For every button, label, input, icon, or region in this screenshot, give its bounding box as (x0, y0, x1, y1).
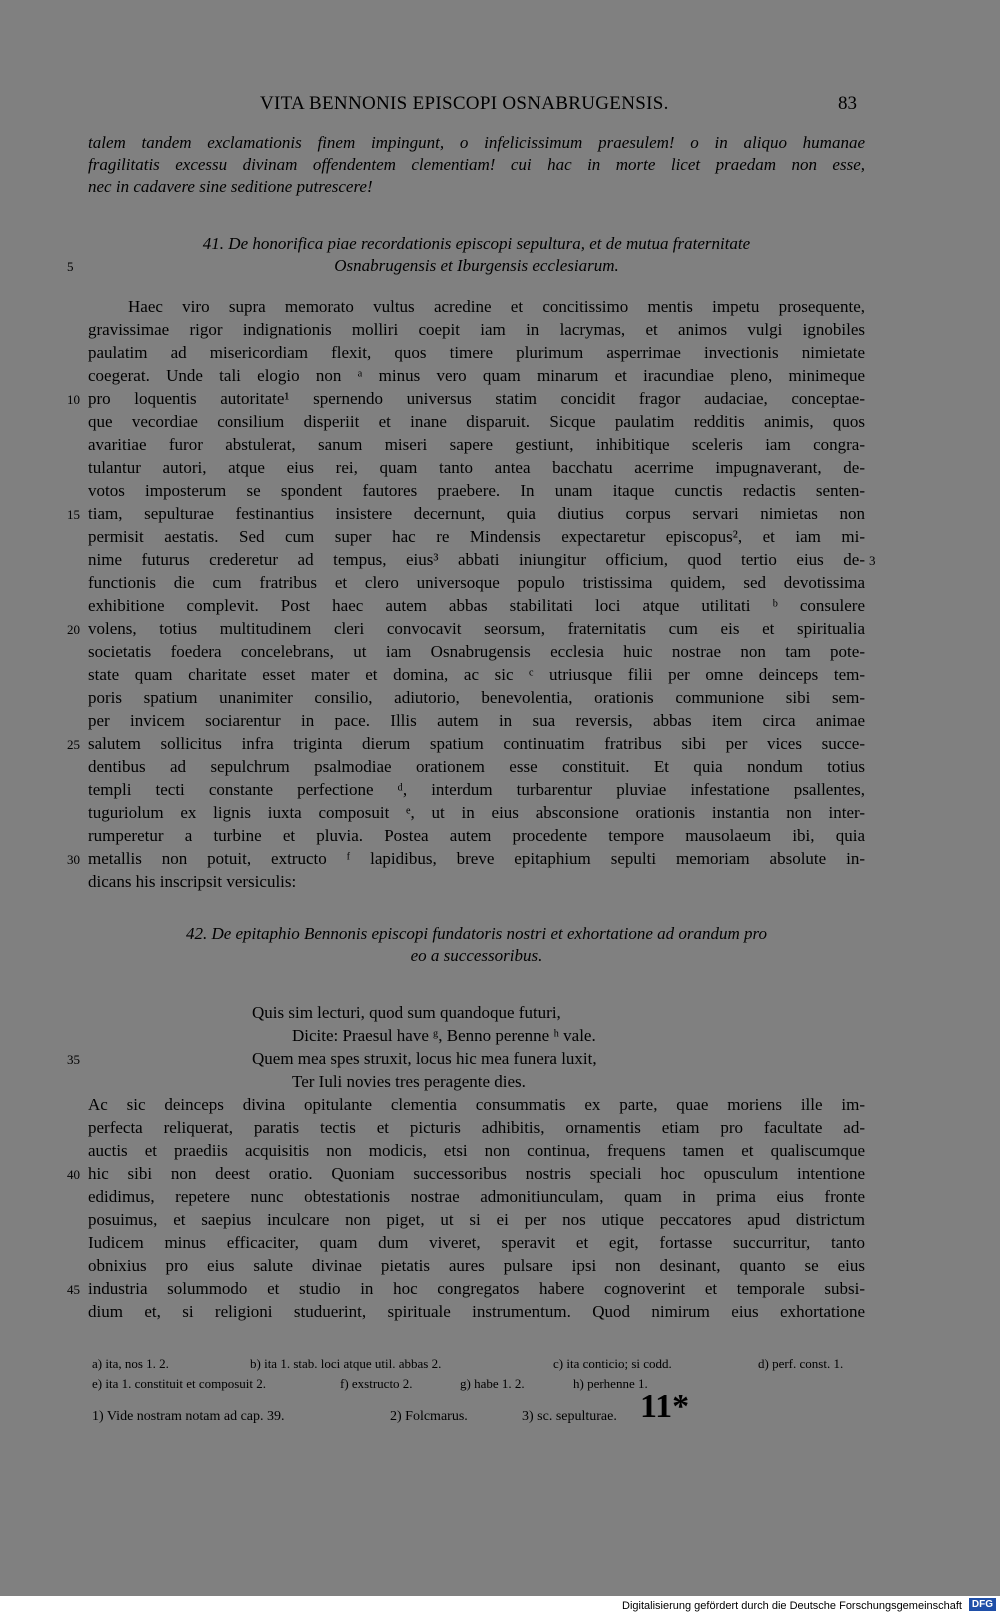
body-line: edidimus, repetere nunc obtestationis nostrae admonitiunculam, quam in prima eius fronte (88, 1187, 865, 1206)
epitaph-verse: Quem mea spes struxit, locus hic mea funera luxit, (252, 1049, 597, 1068)
body-line: perfecta reliquerat, paratis tectis et picturis adhibitis, ornamentis etiam pro facultate ad- (88, 1118, 865, 1137)
intro-line: fragilitatis excessu divinam offendentem clementiam! cui hac in morte licet praedam non esse, (88, 155, 865, 174)
body-line: que vecordiae consilium disperiit et inane disparuit. Sicque paulatim redditis animis, quos (88, 412, 865, 431)
margin-reference: 3 (869, 553, 876, 568)
body-line: state quam charitate esset mater et domina, ac sic ᶜ utriusque filii per omne deinceps tem- (88, 665, 865, 684)
line-number: 20 (67, 622, 80, 637)
body-line: votos imposterum se spondent fautores praebere. In unam itaque cunctis redactis senten- (88, 481, 865, 500)
body-line: rumperetur a turbine et pluvia. Postea autem procedente tempore mausolaeum ibi, quia (88, 826, 865, 845)
variant-note-d: d) perf. const. 1. (758, 1356, 844, 1371)
body-line: tuguriolum ex lignis iuxta composuit ᵉ, ut in eius absconsione orationis instantia non inter- (88, 803, 865, 822)
line-number: 10 (67, 392, 80, 407)
body-line: functionis die cum fratribus et clero universoque populo tristissima quidem, sed devotissima (88, 573, 865, 592)
body-line: hic sibi non deest oratio. Quoniam successoribus nostris speciali hoc opusculum intentione (88, 1164, 865, 1183)
line-number: 45 (67, 1282, 80, 1297)
line-number: 5 (67, 259, 74, 274)
running-head: VITA BENNONIS EPISCOPI OSNABRUGENSIS. (260, 93, 669, 114)
body-line: exhibitione complevit. Post haec autem abbas stabilitati loci atque utilitati ᵇ consulere (88, 596, 865, 615)
body-line: pro loquentis autoritate¹ spernendo universus statim concidit fragor audaciae, conceptae- (88, 389, 865, 408)
intro-line: talem tandem exclamationis finem impingunt, o infelicissimum praesulem! o in aliquo humanae (88, 133, 865, 152)
line-number: 15 (67, 507, 80, 522)
body-line: paulatim ad misericordiam flexit, quos timere plurimum asperrimae invectionis nimietate (88, 343, 865, 362)
footnote-2: 2) Folcmarus. (390, 1409, 468, 1424)
line-number: 25 (67, 737, 80, 752)
body-line: tulantur autori, atque eius rei, quam tanto antea bacchatu acerrime impugnaverant, de- (88, 458, 865, 477)
footnote-1: 1) Vide nostram notam ad cap. 39. (92, 1409, 285, 1424)
variant-note-g: g) habe 1. 2. (460, 1376, 525, 1391)
body-line: per invicem sociarentur in pace. Illis autem in sua reversis, abbas item circa animae (88, 711, 865, 730)
body-line: posuimus, et saepius inculcare non piget, ut si ei per nos utique peccatores apud districtum (88, 1210, 865, 1229)
variant-note-b: b) ita 1. stab. loci atque util. abbas 2. (250, 1356, 442, 1371)
body-line: dentibus ad sepulchrum psalmodiae orationem esse constituit. Et quia nondum totius (88, 757, 865, 776)
body-line: templi tecti constante perfectione ᵈ, interdum turbarentur pluviae infestatione psallentes, (88, 780, 865, 799)
body-line: industria solummodo et studio in hoc congregatos habere cognoverint et temporale subsi- (88, 1279, 865, 1298)
variant-note-f: f) exstructo 2. (340, 1376, 413, 1391)
page-number: 83 (838, 93, 857, 114)
epitaph-verse: Ter Iuli novies tres peragente dies. (292, 1072, 526, 1091)
body-line: obnixius pro eius salute divinae pietatis aures pulsare ipsi non desinant, quanto se eius (88, 1256, 865, 1275)
body-line: gravissimae rigor indignationis molliri coepit iam in lacrymas, et animos vulgi ignobiles (88, 320, 865, 339)
body-line: Haec viro supra memorato vultus acredine et concitissimo mentis impetu prosequente, (128, 297, 865, 316)
body-line: tiam, sepulturae festinantius insistere decernunt, quia diutius corpus servari nimietas non (88, 504, 865, 523)
body-line: volens, totius multitudinem cleri convocavit seorsum, fraternitatis cum eis et spiritualia (88, 619, 865, 638)
chapter-heading-41: 41. De honorifica piae recordationis episcopi sepultura, et de mutua fraternitate (202, 234, 751, 253)
body-line: coegerat. Unde tali elogio non ᵃ minus vero quam minarum et iracundiae pleno, minimeque (88, 366, 865, 385)
signature-mark: 11* (640, 1388, 690, 1425)
variant-note-e: e) ita 1. constituit et composuit 2. (92, 1376, 267, 1391)
body-line: metallis non potuit, extructo ᶠ lapidibus, breve epitaphium sepulti memoriam absolute in- (88, 849, 865, 868)
line-number: 40 (67, 1167, 80, 1182)
body-line: permisit aestatis. Sed cum super hac re Mindensis expectaretur episcopus², et iam mi- (88, 527, 865, 546)
variant-note-a: a) ita, nos 1. 2. (92, 1356, 169, 1371)
body-line: Ac sic deinceps divina opitulante clementia consummatis ex parte, quae moriens ille im- (88, 1095, 865, 1114)
body-line: dicans his inscripsit versiculis: (88, 872, 297, 891)
chapter-heading-42: 42. De epitaphio Bennonis episcopi fundatoris nostri et exhortatione ad orandum pro (185, 924, 768, 943)
body-line: avaritiae furor abstulerat, sanum miseri sapere gestiunt, inhibitique sceleris iam congra- (88, 435, 865, 454)
variant-note-h: h) perhenne 1. (573, 1376, 648, 1391)
body-line: dium et, si religioni studuerint, spirituale instrumentum. Quod nimirum eius exhortatione (88, 1302, 865, 1321)
chapter-heading-41: Osnabrugensis et Iburgensis ecclesiarum. (334, 256, 619, 275)
body-line: nime futurus crederetur ad tempus, eius³ abbati iniungitur officium, quod tertio eius de- (88, 550, 865, 569)
line-number: 35 (67, 1052, 80, 1067)
body-line: salutem sollicitus infra triginta dierum spatium continuatim fratribus sibi per vices succe- (88, 734, 865, 753)
variant-note-c: c) ita conticio; si codd. (553, 1356, 672, 1371)
funding-credit: Digitalisierung gefördert durch die Deutsche Forschungsgemeinschaft (622, 1600, 962, 1612)
body-line: Iudicem minus efficaciter, quam dum viveret, speravit et egit, fortasse succurritur, tanto (88, 1233, 865, 1252)
body-line: auctis et praediis acquisitis non modicis, etsi non continua, frequens tamen et qualiscumque (88, 1141, 865, 1160)
body-line: societatis foedera concelebrans, ut iam Osnabrugensis ecclesia huic nostrae non tam pote- (88, 642, 865, 661)
chapter-heading-42: eo a successoribus. (410, 946, 543, 965)
body-line: poris spatium unanimiter consilio, adiutorio, benevolentia, orationis communione sibi sem- (88, 688, 865, 707)
epitaph-verse: Quis sim lecturi, quod sum quandoque futuri, (252, 1003, 561, 1022)
footnote-3: 3) sc. sepulturae. (522, 1409, 617, 1424)
line-number: 30 (67, 852, 80, 867)
epitaph-verse: Dicite: Praesul have ᵍ, Benno perenne ʰ vale. (292, 1026, 596, 1045)
intro-line: nec in cadavere sine seditione putrescere! (88, 177, 373, 196)
dfg-logo[interactable]: DFG (969, 1598, 996, 1611)
